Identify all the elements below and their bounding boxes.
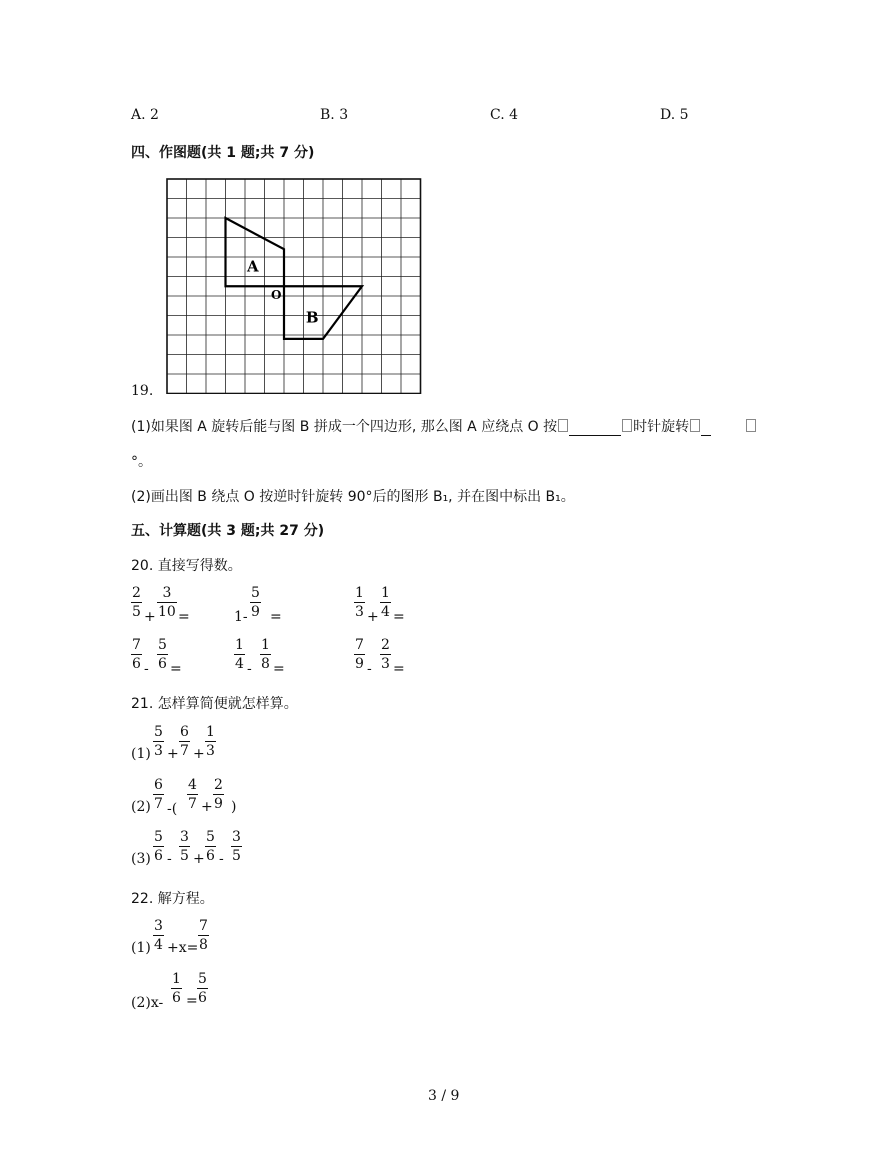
fraction bbox=[153, 918, 164, 953]
fraction bbox=[234, 637, 245, 672]
fraction-bar bbox=[171, 988, 182, 989]
question-19-number: 19. bbox=[131, 383, 154, 399]
numerator: 1 bbox=[172, 971, 181, 987]
fraction-bar bbox=[260, 654, 271, 655]
fraction-bar bbox=[157, 602, 177, 603]
numerator: 6 bbox=[180, 724, 189, 740]
fraction-bar bbox=[231, 846, 242, 847]
fraction bbox=[187, 777, 198, 812]
fraction bbox=[157, 585, 177, 620]
fraction-bar bbox=[153, 794, 164, 795]
numerator: 7 bbox=[355, 637, 364, 653]
question-21-title: 21. 怎样算简便就怎样算。 bbox=[131, 696, 298, 712]
operator: - bbox=[167, 851, 172, 867]
fraction-bar bbox=[179, 741, 190, 742]
close-paren: ) bbox=[231, 799, 237, 815]
fraction-bar bbox=[153, 935, 164, 936]
denominator: 6 bbox=[132, 656, 141, 672]
denominator: 9 bbox=[355, 656, 364, 672]
fraction-bar bbox=[354, 602, 365, 603]
operator: + bbox=[193, 851, 205, 867]
item-label: (3) bbox=[131, 851, 151, 867]
fraction bbox=[131, 585, 142, 620]
denominator: 5 bbox=[232, 848, 241, 864]
denominator: 6 bbox=[198, 990, 207, 1006]
numerator: 2 bbox=[132, 585, 141, 601]
section-4-title: 四、作图题(共 1 题;共 7 分) bbox=[131, 145, 315, 161]
numerator: 1 bbox=[206, 724, 215, 740]
fraction bbox=[198, 918, 209, 953]
denominator: 7 bbox=[180, 743, 189, 759]
numerator: 3 bbox=[162, 585, 172, 601]
equation-text: +x= bbox=[167, 940, 199, 956]
fraction-bar bbox=[179, 846, 190, 847]
fraction-bar bbox=[153, 741, 164, 742]
denominator: 7 bbox=[154, 796, 163, 812]
fraction-bar bbox=[250, 602, 261, 603]
question-22-title: 22. 解方程。 bbox=[131, 891, 214, 907]
fraction-bar bbox=[205, 846, 216, 847]
choice-b: B. 3 bbox=[320, 107, 349, 123]
choice-c: C. 4 bbox=[490, 107, 519, 123]
denominator: 8 bbox=[261, 656, 270, 672]
equals-sign: = bbox=[273, 661, 285, 677]
equals-sign: = bbox=[186, 993, 198, 1009]
operator: + bbox=[367, 609, 379, 625]
denominator: 6 bbox=[206, 848, 215, 864]
operator: - bbox=[144, 661, 149, 677]
denominator: 3 bbox=[355, 604, 364, 620]
numerator: 5 bbox=[198, 971, 207, 987]
operator: - bbox=[367, 661, 372, 677]
fraction-bar bbox=[198, 935, 209, 936]
numerator: 3 bbox=[154, 918, 163, 934]
equals-sign: = bbox=[170, 661, 182, 677]
numerator: 1 bbox=[381, 585, 390, 601]
fraction bbox=[354, 585, 365, 620]
fraction-bar bbox=[131, 654, 142, 655]
label-a: A bbox=[246, 257, 259, 276]
fraction bbox=[250, 585, 261, 620]
question-19-part-2: (2)画出图 B 绕点 O 按逆时针旋转 90°后的图形 B₁, 并在图中标出 B₁。 bbox=[131, 489, 575, 505]
item-label: (2) bbox=[131, 799, 151, 815]
page-number: 3 / 9 bbox=[428, 1088, 460, 1104]
label-o: O bbox=[270, 287, 282, 302]
answer-box bbox=[558, 419, 568, 432]
fraction bbox=[197, 971, 208, 1006]
numerator: 5 bbox=[154, 724, 163, 740]
denominator: 5 bbox=[180, 848, 189, 864]
operator: + bbox=[201, 799, 213, 815]
denominator: 4 bbox=[154, 937, 163, 953]
numerator: 7 bbox=[199, 918, 208, 934]
equals-sign: = bbox=[270, 609, 282, 625]
equals-sign: = bbox=[393, 609, 405, 625]
denominator: 6 bbox=[172, 990, 181, 1006]
denominator: 7 bbox=[188, 796, 197, 812]
fraction bbox=[179, 829, 190, 864]
fraction-bar bbox=[187, 794, 198, 795]
fraction-bar bbox=[131, 602, 142, 603]
numerator: 5 bbox=[154, 829, 163, 845]
numerator: 7 bbox=[132, 637, 141, 653]
fraction-bar bbox=[380, 654, 391, 655]
numerator: 1 bbox=[261, 637, 270, 653]
numerator: 5 bbox=[251, 585, 260, 601]
fraction bbox=[153, 777, 164, 812]
fraction-bar bbox=[354, 654, 365, 655]
denominator: 10 bbox=[158, 604, 176, 620]
operator: -( bbox=[167, 801, 178, 817]
fraction-bar bbox=[197, 988, 208, 989]
denominator: 8 bbox=[199, 937, 208, 953]
rotation-grid-figure bbox=[166, 178, 422, 394]
numerator: 6 bbox=[154, 777, 163, 793]
denominator: 4 bbox=[235, 656, 244, 672]
shape-a bbox=[226, 218, 285, 286]
equals-sign: = bbox=[178, 609, 190, 625]
question-20-title: 20. 直接写得数。 bbox=[131, 558, 242, 574]
q19-part1-degree: °。 bbox=[131, 454, 152, 470]
numerator: 2 bbox=[381, 637, 390, 653]
operator: - bbox=[247, 661, 252, 677]
fraction-bar bbox=[157, 654, 168, 655]
numerator: 4 bbox=[188, 777, 197, 793]
fraction bbox=[380, 585, 391, 620]
denominator: 3 bbox=[206, 743, 215, 759]
answer-box bbox=[690, 419, 700, 432]
answer-blank-angle[interactable] bbox=[701, 421, 711, 436]
answer-box bbox=[746, 419, 756, 432]
fraction bbox=[380, 637, 391, 672]
operator: + bbox=[167, 746, 179, 762]
fraction bbox=[260, 637, 271, 672]
choice-a: A. 2 bbox=[131, 107, 159, 123]
denominator: 9 bbox=[214, 796, 223, 812]
answer-box bbox=[622, 419, 632, 432]
denominator: 4 bbox=[381, 604, 390, 620]
denominator: 3 bbox=[381, 656, 390, 672]
item-label: (1) bbox=[131, 940, 151, 956]
denominator: 6 bbox=[154, 848, 163, 864]
choice-d: D. 5 bbox=[660, 107, 689, 123]
numerator: 3 bbox=[232, 829, 241, 845]
numerator: 1 bbox=[235, 637, 244, 653]
denominator: 5 bbox=[132, 604, 141, 620]
fraction bbox=[231, 829, 242, 864]
answer-blank-direction[interactable] bbox=[569, 421, 621, 436]
section-5-title: 五、计算题(共 3 题;共 27 分) bbox=[131, 523, 325, 539]
label-b: B bbox=[305, 308, 319, 327]
fraction bbox=[157, 637, 168, 672]
fraction bbox=[354, 637, 365, 672]
equals-sign: = bbox=[393, 661, 405, 677]
fraction-bar bbox=[234, 654, 245, 655]
fraction bbox=[179, 724, 190, 759]
q19-part1-mid: 时针旋转 bbox=[633, 419, 690, 435]
numerator: 3 bbox=[180, 829, 189, 845]
fraction-bar bbox=[380, 602, 391, 603]
denominator: 3 bbox=[154, 743, 163, 759]
question-19-part-1 bbox=[131, 416, 757, 436]
fraction-bar bbox=[213, 794, 224, 795]
fraction bbox=[205, 829, 216, 864]
denominator: 6 bbox=[158, 656, 167, 672]
fraction bbox=[131, 637, 142, 672]
fraction bbox=[153, 829, 164, 864]
fraction bbox=[153, 724, 164, 759]
operator: + bbox=[144, 609, 156, 625]
operator: + bbox=[193, 746, 205, 762]
fraction-bar bbox=[205, 741, 216, 742]
fraction bbox=[171, 971, 182, 1006]
item-label: (1) bbox=[131, 746, 151, 762]
denominator: 9 bbox=[251, 604, 260, 620]
item-label: (2)x- bbox=[131, 995, 164, 1011]
q19-part1-text: (1)如果图 A 旋转后能与图 B 拼成一个四边形, 那么图 A 应绕点 O 按 bbox=[131, 419, 558, 435]
numerator: 5 bbox=[158, 637, 167, 653]
fraction-bar bbox=[153, 846, 164, 847]
operator: - bbox=[219, 851, 224, 867]
numerator: 5 bbox=[206, 829, 215, 845]
leading-term: 1- bbox=[234, 609, 248, 625]
fraction bbox=[213, 777, 224, 812]
numerator: 1 bbox=[355, 585, 364, 601]
fraction bbox=[205, 724, 216, 759]
numerator: 2 bbox=[214, 777, 223, 793]
